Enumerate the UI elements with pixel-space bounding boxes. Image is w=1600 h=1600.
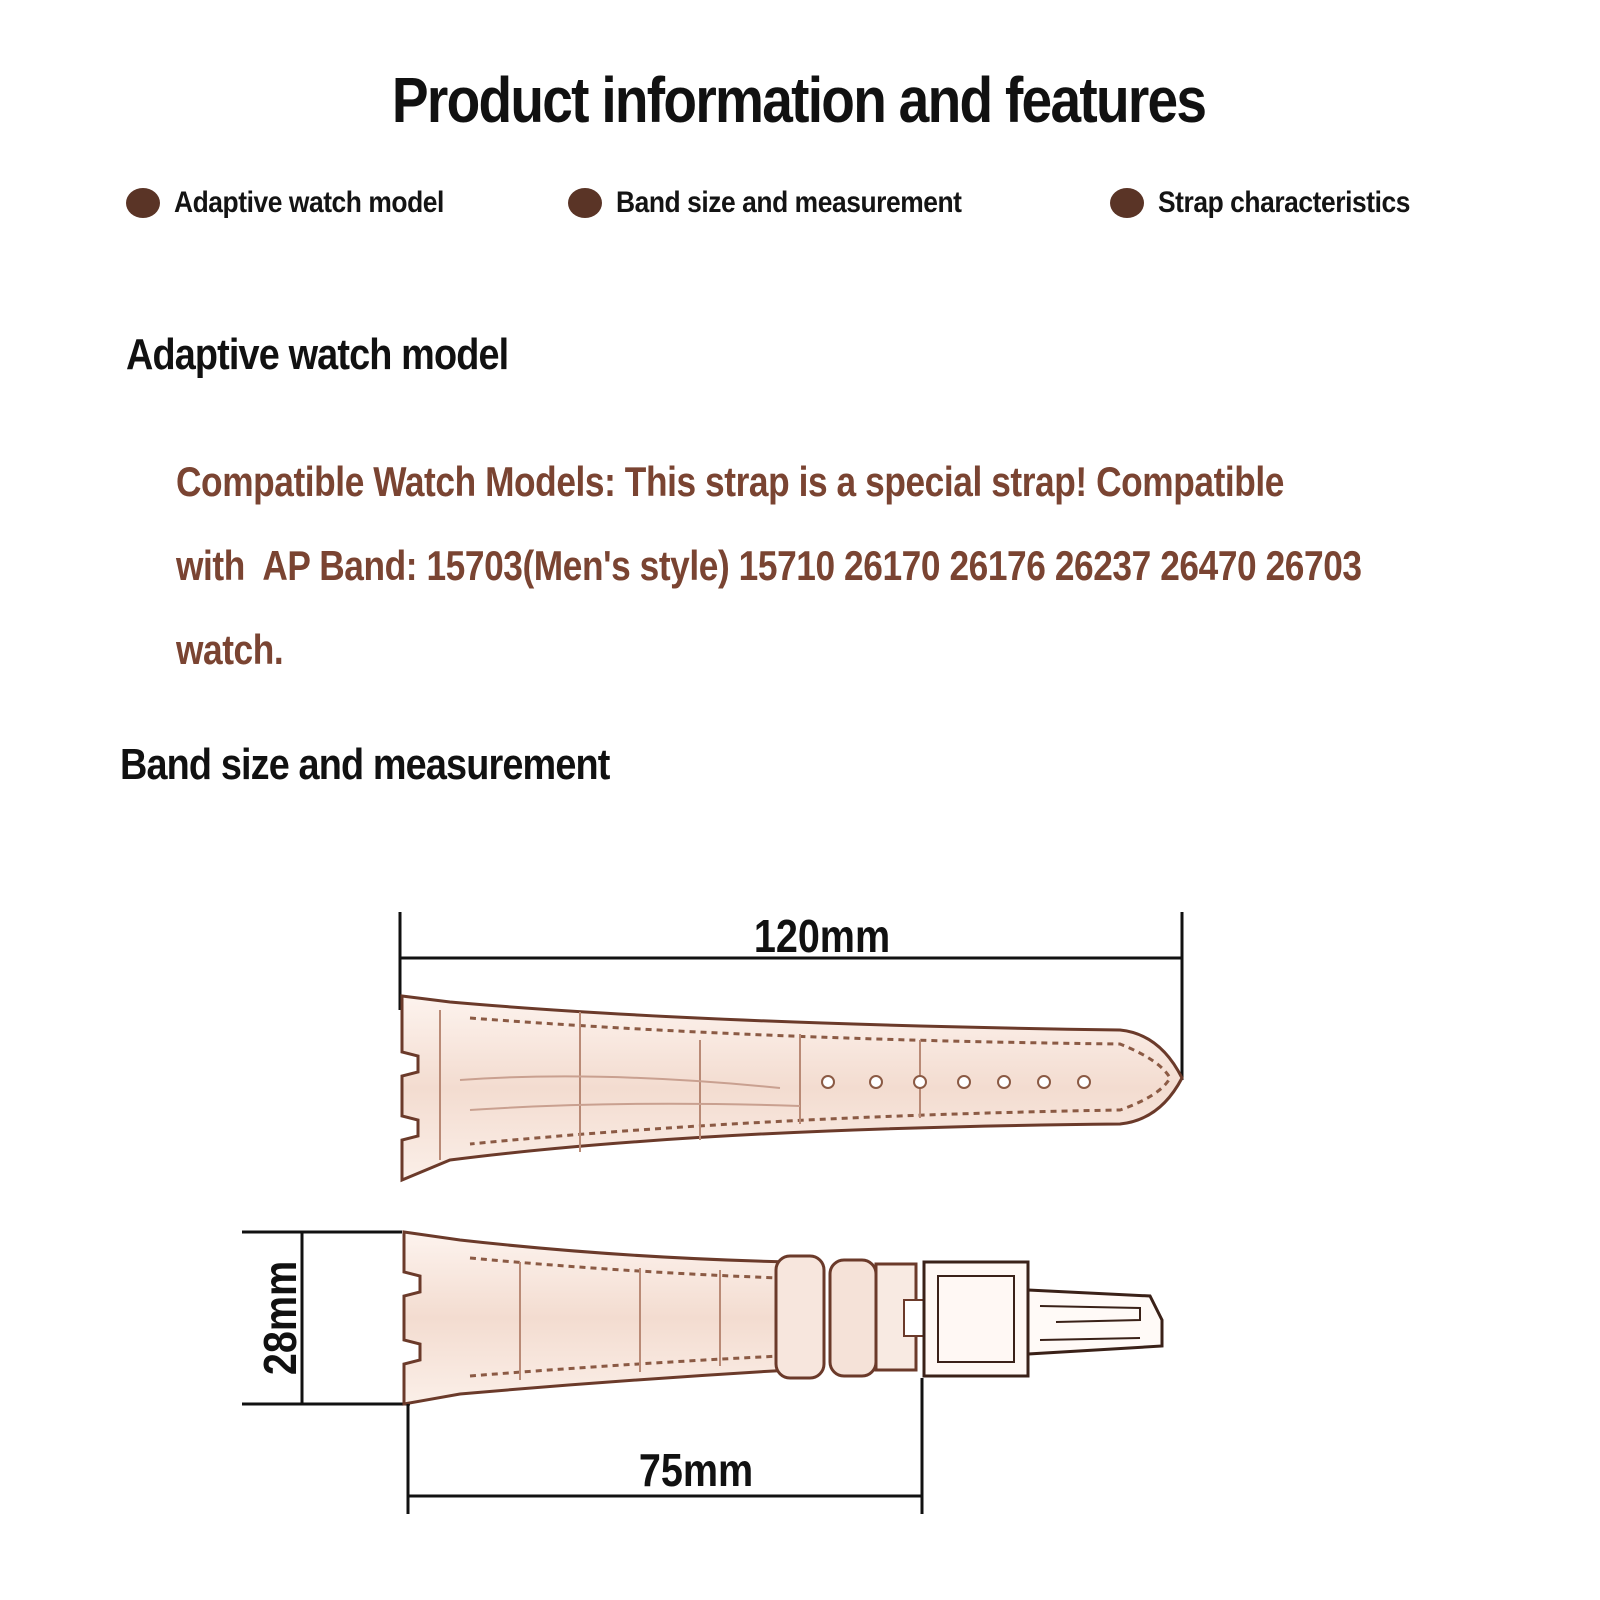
length-label-long: 120mm [753, 911, 891, 963]
paragraph-line: Compatible Watch Models: This strap is a special strap! Compatible [176, 458, 1284, 505]
width-dimension [242, 1232, 410, 1404]
paragraph-line: with AP Band: 15703(Men's style) 15710 26170 26176 26237 26470 26703 [176, 542, 1362, 589]
length-label-short: 75mm [638, 1445, 754, 1497]
strap-keeper [776, 1256, 824, 1378]
nav-item-label: Adaptive watch model [174, 186, 444, 219]
long-strap [402, 996, 1182, 1180]
nav-item-label: Band size and measurement [616, 186, 962, 219]
section-heading-band-size: Band size and measurement [120, 740, 610, 789]
section-heading-adaptive: Adaptive watch model [126, 330, 509, 379]
page-title: Product information and features [391, 64, 1206, 136]
butterfly-clasp [924, 1262, 1162, 1376]
strap-keeper [830, 1260, 876, 1376]
length-dimension-short [408, 1378, 922, 1514]
nav-item-label: Strap characteristics [1158, 186, 1410, 219]
paragraph-line: watch. [176, 626, 284, 673]
short-strap [404, 1232, 1162, 1404]
width-label: 28mm [255, 1260, 307, 1376]
